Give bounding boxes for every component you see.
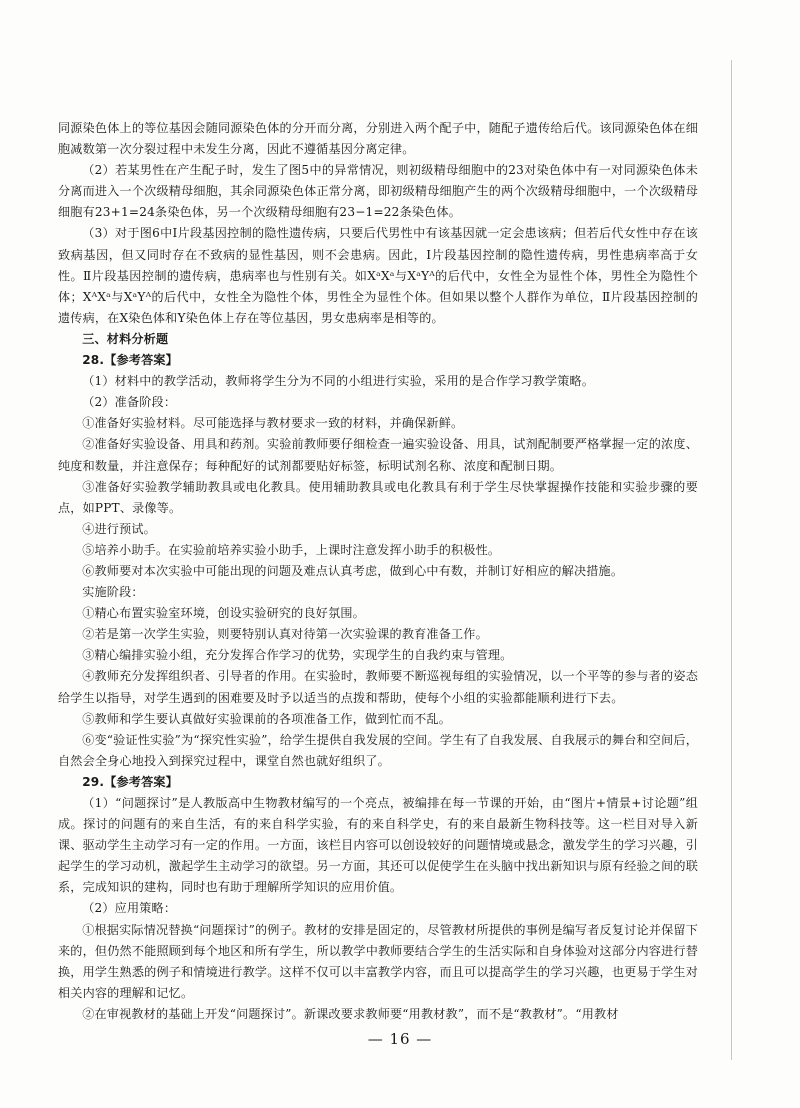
paragraph: ②在审视教材的基础上开发“问题探讨”。新课改要求教师要“用教材教”，而不是“教教材”。“用教材 xyxy=(82,1006,619,1021)
paragraph: ⑤教师和学生要认真做好实验课前的各项准备工作，做到忙而不乱。 xyxy=(82,711,452,726)
paragraph: （2）准备阶段： xyxy=(82,395,177,410)
section-heading: 28.【参考答案】 xyxy=(82,353,178,368)
paragraph: ④进行预试。 xyxy=(82,521,156,536)
section-heading: 三、材料分析题 xyxy=(82,331,169,346)
page-number: — 16 — xyxy=(367,1030,433,1048)
paragraph: ③精心编排实验小组，充分发挥合作学习的优势，实现学生的自我约束与管理。 xyxy=(82,648,513,663)
paragraph: ②若是第一次学生实验，则要特别认真对待第一次实验课的教育准备工作。 xyxy=(82,627,488,642)
paragraph: ④教师充分发挥组织者、引导者的作用。在实验时，教师要不断巡视每组的实验情况，以一个平等的参与者的姿态给学生以指导，对学生遇到的困难要及时予以适当的点拨和帮助，使每个小组的实验都能顺利进行下去。 xyxy=(58,669,698,705)
paragraph: ⑤培养小助手。在实验前培养实验小助手，上课时注意发挥小助手的积极性。 xyxy=(82,542,501,557)
paragraph: ②准备好实验设备、用具和药剂。实验前教师要仔细检查一遍实验设备、用具，试剂配制要严格掌握一定的浓度、纯度和数量，并注意保存；每种配好的试剂都要贴好标签，标明试剂名称、浓度和配制日期。 xyxy=(58,437,698,473)
margin-rule xyxy=(731,60,732,1060)
paragraph: ①精心布置实验室环境，创设实验研究的良好氛围。 xyxy=(82,606,365,621)
paragraph: ⑥变“验证性实验”为“探究性实验”，给学生提供自我发展的空间。学生有了自我发展、自我展示的舞台和空间后，自然会全身心地投入到探究过程中，课堂自然也就好组织了。 xyxy=(58,732,698,768)
paragraph: （1）材料中的教学活动，教师将学生分为不同的小组进行实验，采用的是合作学习教学策略。 xyxy=(82,374,595,389)
paragraph: （1）“问题探讨”是人教版高中生物教材编写的一个亮点，被编排在每一节课的开始，由“图片+情景+讨论题”组成。探讨的问题有的来自生活，有的来自科学实验，有的来自科学史，有的来自最新生物科技等。这一栏目对导入新课、驱动学生主动学习有一定的作用。一方面，该栏目内容可以创设较好的问题情境或悬念，激发学生的学习兴趣，引起学生的学习动机，激起学生主动学习的欲望。另一方面，其还可以促使学生在头脑中找出新知识与原有经验之间的联系，完成知识的建构，同时也有助于理解所学知识的应用价值。 xyxy=(58,796,698,895)
section-heading: 29.【参考答案】 xyxy=(82,774,178,789)
paragraph: （2）应用策略： xyxy=(82,901,177,916)
document-body xyxy=(58,118,698,1025)
paragraph: （3）对于图6中Ⅰ片段基因控制的隐性遗传病，只要后代男性中有该基因就一定会患该病；但若后代女性中存在该致病基因，但又同时存在不致病的显性基因，则不会患病。因此，Ⅰ片段基因控制的隐性遗传病，男性患病率高于女性。Ⅱ片段基因控制的遗传病，患病率也与性别有关。如XᵃXᵃ与XᵃYᴬ的后代中，女性全为显性个体，男性全为隐性个体；XᴬXᵃ与XᵃYᴬ的后代中，女性全为隐性个体，男性全为显性个体。但如果以整个人群作为单位，Ⅱ片段基因控制的遗传病，在X染色体和Y染色体上存在等位基因，男女患病率是相等的。 xyxy=(58,226,698,325)
paragraph: ①准备好实验材料。尽可能选择与教材要求一致的材料，并确保新鲜。 xyxy=(82,416,464,431)
paragraph: ③准备好实验教学辅助教具或电化教具。使用辅助教具或电化教具有利于学生尽快掌握操作技能和实验步骤的要点，如PPT、录像等。 xyxy=(58,479,698,515)
paragraph: 实施阶段： xyxy=(82,585,144,600)
paragraph: 同源染色体上的等位基因会随同源染色体的分开而分离，分别进入两个配子中，随配子遗传给后代。该同源染色体在细胞减数第一次分裂过程中未发生分离，因此不遵循基因分离定律。 xyxy=(58,121,698,157)
paragraph: ①根据实际情况替换“问题探讨”的例子。教材的安排是固定的，尽管教材所提供的事例是编写者反复讨论并保留下来的，但仍然不能照顾到每个地区和所有学生，所以教学中教师要结合学生的生活实际和自身体验对这部分内容进行替换，用学生熟悉的例子和情境进行教学。这样不仅可以丰富教学内容，而且可以提高学生的学习兴趣，也更易于学生对相关内容的理解和记忆。 xyxy=(58,922,698,1000)
paragraph: ⑥教师要对本次实验中可能出现的问题及难点认真考虑，做到心中有数，并制订好相应的解决措施。 xyxy=(82,563,624,578)
paragraph: （2）若某男性在产生配子时，发生了图5中的异常情况，则初级精母细胞中的23对染色体中有一对同源染色体未分离而进入一个次级精母细胞，其余同源染色体正常分离，即初级精母细胞产生的两个次级精母细胞中，一个次级精母细胞有23+1=24条染色体，另一个次级精母细胞有23−1=22条染色体。 xyxy=(58,163,698,220)
